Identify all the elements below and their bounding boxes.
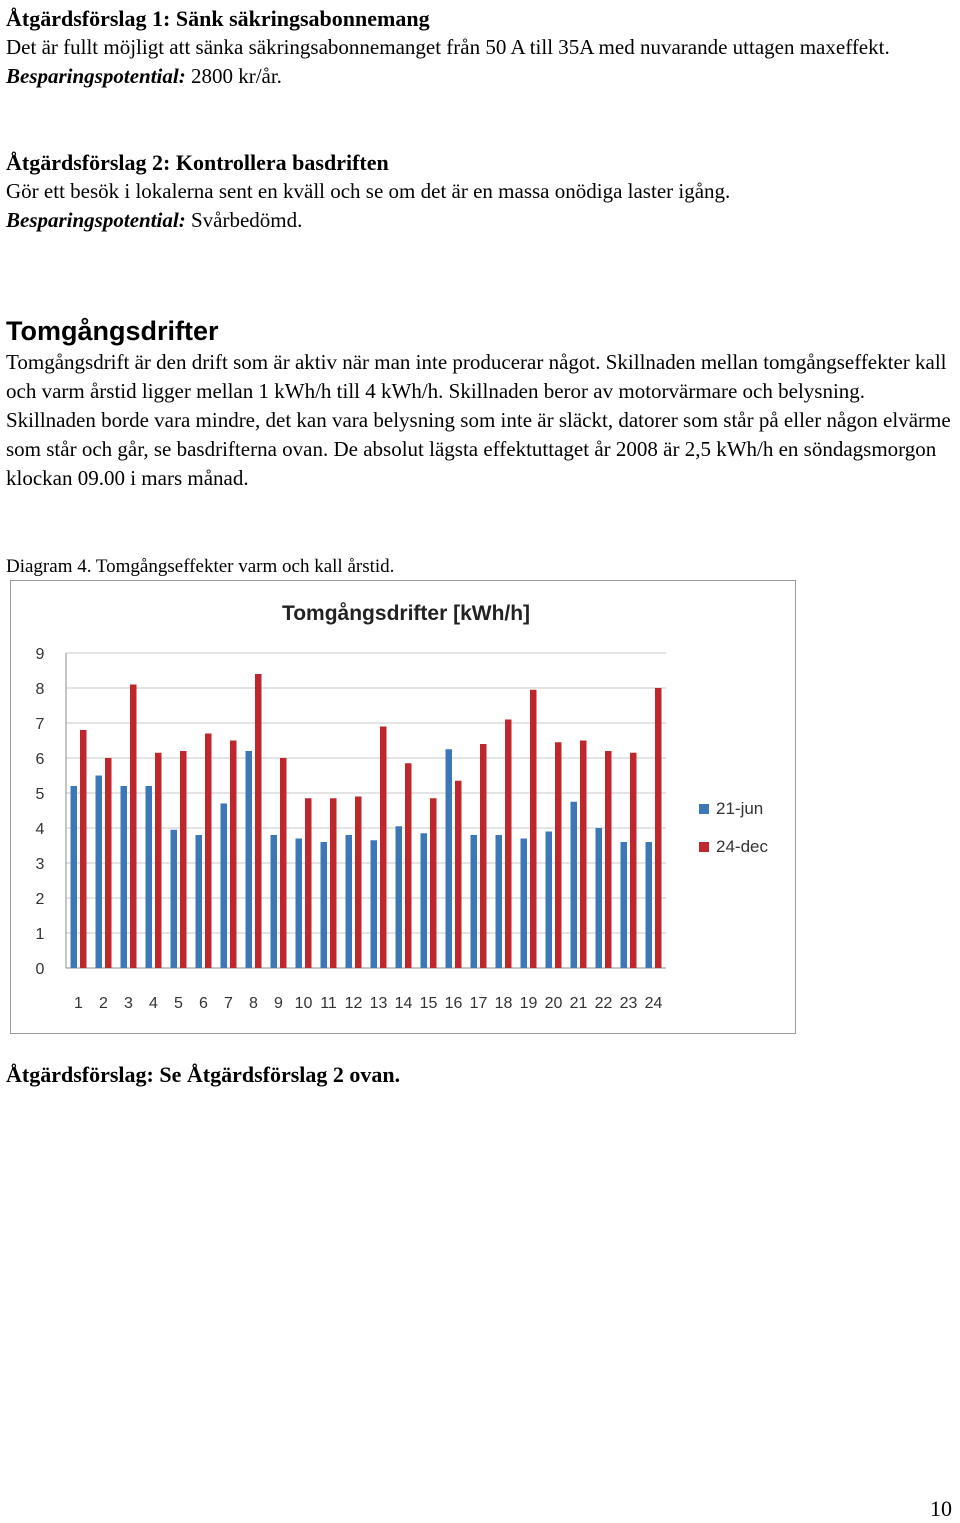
- x-tick-label: 21: [569, 995, 588, 1012]
- y-tick-label: 6: [35, 751, 45, 768]
- bar-21-jun: [321, 842, 328, 968]
- savings-label: Besparingspotential:: [6, 64, 186, 88]
- bar-21-jun: [346, 835, 353, 968]
- bar-24-dec: [155, 753, 162, 968]
- x-tick-label: 18: [494, 995, 513, 1012]
- bar-21-jun: [471, 835, 478, 968]
- x-tick-label: 19: [519, 995, 538, 1012]
- bar-24-dec: [330, 798, 337, 968]
- x-tick-label: 7: [224, 995, 233, 1012]
- x-tick-label: 22: [594, 995, 613, 1012]
- bar-24-dec: [480, 744, 487, 968]
- x-tick-label: 14: [394, 995, 413, 1012]
- bar-chart: [11, 581, 795, 1033]
- bar-24-dec: [405, 763, 412, 968]
- figure-caption: Diagram 4. Tomgångseffekter varm och kall årstid.: [6, 556, 395, 577]
- bar-24-dec: [255, 674, 262, 968]
- chart-container: [10, 580, 796, 1034]
- bar-21-jun: [421, 833, 428, 968]
- y-tick-label: 4: [35, 821, 45, 838]
- bar-24-dec: [430, 798, 437, 968]
- bar-24-dec: [505, 720, 512, 969]
- bar-21-jun: [296, 839, 303, 969]
- section-body: Tomgångsdrift är den drift som är aktiv när man inte producerar något. Skillnaden mellan tomgångseffekter kall och varm årstid ligger mellan 1 kWh/h till 4 kWh/h. Skillnaden beror av motorvärmare och belysning. Skillnaden borde vara mindre, det kan vara belysning som inte är släckt, datorer som står på eller någon elvärme som står och går, se basdrifterna ovan. De absolut lägsta effektuttaget år 2008 är 2,5 kWh/h en söndagsmorgon klockan 09.00 i mars månad.: [6, 350, 951, 490]
- y-tick-label: 5: [35, 786, 45, 803]
- bar-21-jun: [221, 804, 228, 969]
- bar-21-jun: [621, 842, 628, 968]
- x-tick-label: 24: [644, 995, 663, 1012]
- y-tick-label: 8: [35, 681, 45, 698]
- bar-21-jun: [521, 839, 528, 969]
- bar-24-dec: [305, 798, 312, 968]
- page-number: 10: [930, 1496, 952, 1521]
- x-tick-label: 13: [369, 995, 388, 1012]
- bar-21-jun: [246, 751, 253, 968]
- section-idle-operations: [6, 314, 952, 493]
- x-tick-label: 4: [149, 995, 158, 1012]
- bar-21-jun: [146, 786, 153, 968]
- x-tick-label: 8: [249, 995, 258, 1012]
- bar-21-jun: [646, 842, 653, 968]
- x-tick-label: 15: [419, 995, 438, 1012]
- bar-24-dec: [130, 685, 137, 969]
- bar-21-jun: [571, 802, 578, 968]
- section-heading: Tomgångsdrifter: [6, 316, 219, 346]
- x-tick-label: 11: [320, 995, 337, 1012]
- savings-value: 2800 kr/år.: [185, 64, 282, 88]
- x-tick-label: 6: [199, 995, 208, 1012]
- bar-24-dec: [355, 797, 362, 969]
- section-body: Det är fullt möjligt att sänka säkringsabonnemanget från 50 A till 35A med nuvarande uttagen maxeffekt.: [6, 35, 890, 59]
- y-tick-label: 2: [35, 891, 45, 908]
- bar-24-dec: [555, 742, 562, 968]
- bar-24-dec: [105, 758, 112, 968]
- bar-21-jun: [496, 835, 503, 968]
- bar-21-jun: [546, 832, 553, 969]
- savings-value: Svårbedömd.: [185, 208, 303, 232]
- bar-24-dec: [530, 690, 537, 968]
- bar-24-dec: [230, 741, 237, 969]
- y-tick-label: 7: [35, 716, 45, 733]
- bar-24-dec: [180, 751, 187, 968]
- chart-title: Tomgångsdrifter [kWh/h]: [281, 602, 531, 625]
- bar-21-jun: [371, 840, 378, 968]
- bar-21-jun: [446, 749, 453, 968]
- legend-swatch: [699, 842, 709, 852]
- x-tick-label: 17: [469, 995, 488, 1012]
- bar-24-dec: [380, 727, 387, 969]
- x-tick-label: 12: [344, 995, 363, 1012]
- legend-label: 21-jun: [716, 799, 764, 818]
- x-tick-label: 5: [174, 995, 183, 1012]
- y-tick-label: 3: [35, 856, 45, 873]
- bar-21-jun: [396, 826, 403, 968]
- section-base-operation: [6, 148, 952, 235]
- x-tick-label: 20: [544, 995, 563, 1012]
- x-tick-label: 9: [274, 995, 283, 1012]
- bar-24-dec: [630, 753, 637, 968]
- bar-21-jun: [171, 830, 178, 968]
- bar-21-jun: [96, 776, 103, 969]
- bar-24-dec: [205, 734, 212, 969]
- savings-label: Besparingspotential:: [6, 208, 186, 232]
- y-tick-label: 1: [35, 926, 45, 943]
- bar-21-jun: [596, 828, 603, 968]
- y-tick-label: 9: [35, 646, 45, 663]
- x-tick-label: 2: [99, 995, 108, 1012]
- bar-24-dec: [455, 781, 462, 968]
- x-tick-label: 23: [619, 995, 638, 1012]
- bar-24-dec: [605, 751, 612, 968]
- savings-line: [6, 206, 952, 235]
- savings-line: [6, 62, 952, 91]
- bar-21-jun: [196, 835, 203, 968]
- bar-24-dec: [80, 730, 87, 968]
- y-tick-label: 0: [35, 961, 45, 978]
- x-tick-label: 16: [444, 995, 463, 1012]
- section-heading: Åtgärdsförslag 2: Kontrollera basdriften: [6, 150, 389, 175]
- section-body: Gör ett besök i lokalerna sent en kväll och se om det är en massa onödiga laster igång.: [6, 179, 731, 203]
- section-heading: Åtgärdsförslag 1: Sänk säkringsabonnemang: [6, 6, 430, 31]
- bar-24-dec: [655, 688, 662, 968]
- x-tick-label: 1: [74, 995, 83, 1012]
- bar-24-dec: [580, 741, 587, 969]
- bar-24-dec: [280, 758, 287, 968]
- bar-21-jun: [71, 786, 78, 968]
- legend-swatch: [699, 804, 709, 814]
- conclusion: Åtgärdsförslag: Se Åtgärdsförslag 2 ovan.: [6, 1062, 401, 1087]
- section-fuse-subscription: [6, 4, 952, 91]
- bar-21-jun: [271, 835, 278, 968]
- x-tick-label: 10: [294, 995, 313, 1012]
- legend-label: 24-dec: [716, 837, 768, 856]
- bar-21-jun: [121, 786, 128, 968]
- x-tick-label: 3: [124, 995, 133, 1012]
